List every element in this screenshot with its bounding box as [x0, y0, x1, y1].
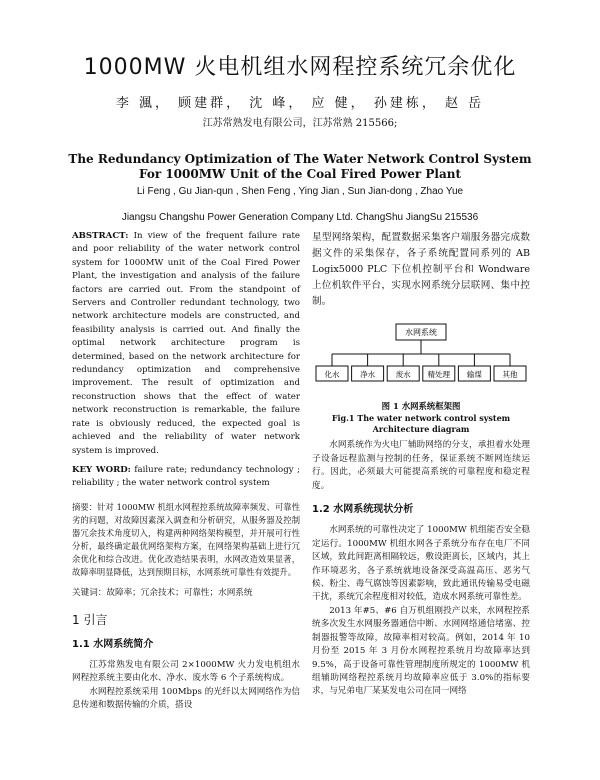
paper-title-en: The Redundancy Optimization of The Water Network Control System For 1000MW Unit of the Coal Fired Power Plant: [68, 152, 532, 181]
diagram-root-label: 水网系统: [405, 328, 437, 337]
diagram-child-label: 输煤: [466, 370, 482, 379]
keywords-cn: 关键词：故障率；冗余技术；可靠性；水网系统: [72, 587, 253, 598]
diagram-child-label: 净水: [360, 370, 376, 379]
keywords-en: [72, 464, 300, 491]
paragraph-right-1: 水网系统作为火电厂辅助网络的分支，承担着水处理子设备远程监测与控制的任务，保证系统不断网连续运行。因此，必须最大可能提高系统的可靠程度和稳定程度。: [312, 440, 530, 491]
paragraph-1-2b: 2013 年#5、#6 自万机组刚投产以来，水网程控系统多次发生水网服务器通信中断、水网网络通信堵塞、控制器报警等故障，故障率相对较高。例如，2014 年 10 月份至 2015 年 3 月份水网程控系统月均故障率达到 9.5%，高于设备可靠性管理制度所规定的 1000MW 机组辅助网络程控系统月均故障率应低于 3.0%的指标要求，与兄弟电厂某某发电公司在同一网络: [312, 605, 530, 697]
diagram-children: [316, 354, 526, 381]
authors-cn: 李 渢， 顾建群， 沈 峰， 应 健， 孙建栋， 赵 岳: [115, 96, 485, 111]
affiliation-cn: 江苏常熟发电有限公司，江苏常熟 215566;: [202, 118, 398, 129]
figure-1: [312, 320, 530, 398]
right-column: [312, 230, 530, 699]
paragraph-1-1a: 江苏常熟发电有限公司 2×1000MW 火力发电机组水网程控系统主要由化水、净水、废水等 6 个子系统构成。: [72, 659, 300, 684]
section-heading-1-1: 1.1 水网系统简介: [72, 638, 154, 650]
architecture-diagram: [312, 320, 530, 398]
figure-caption-en: Fig.1 The water network control system Architecture diagram: [331, 413, 511, 435]
affiliation-en: Jiangsu Changshu Power Generation Company Ltd. ChangShu JiangSu 215536: [121, 212, 479, 223]
diagram-child-label: 化水: [324, 370, 340, 379]
section-heading-1: 1 引言: [72, 613, 108, 628]
diagram-child-label: 精处理: [427, 370, 451, 379]
abstract-label: ABSTRACT:: [72, 231, 129, 241]
abstract-cn: 摘要：针对 1000MW 机组水网程控系统故障率频发、可靠性劣的问题，对故障因素深入调查和分析研究，从服务器及控制器冗余技术角度切入，构建两种网络架构模型，并开展可行性分析，最终确定最优网络架构方案，在网络架构基础上进行冗余优化和综合改进。优化改造结果表明，水网改造效果显著，故障率明显降低，达到预期目标，水网系统可靠性有效提升。: [72, 501, 300, 577]
diagram-child-label: 废水: [395, 370, 411, 379]
paragraph-1-2a: 水网系统的可靠性决定了 1000MW 机组能否安全稳定运行。1000MW 机组水网各子系统分布存在电厂不同区域，致此间距离相隔较远，敷设距离长，区域内，其上作环境恶劣，各子系统就地设备深受高温高压、恶劣气候、粉尘、毒气腐蚀等因素影响，致此通讯传输易受电磁干扰，系统冗余程度相对较低，造成水网系统可靠性差。: [312, 525, 530, 603]
left-column: [72, 230, 300, 713]
section-heading-1-2: 1.2 水网系统现状分析: [312, 504, 414, 516]
figure-caption-cn: 图 1 水网系统框架图: [381, 401, 461, 411]
abstract-text: In view of the frequent failure rate and poor reliability of the water network control system for 1000MW unit of the Coal Fired Power Plant, the investigation and analysis of the failure factors are carried out. From the standpoint of Servers and Controller redundant technology, two network architecture models are constructed, and feasibility analysis is carried out. And finally the optimal network architecture program is determined, based on the network architecture for redundancy optimization and comprehensive improvement. The result of optimization and reconstruction shows that the effect of water network reconstruction is remarkable, the failure rate is obviously reduced, the expected goal is achieved and the reliability of water network system is improved.: [72, 231, 300, 456]
authors-en: Li Feng , Gu Jian-qun , Shen Feng , Ying Jian , Sun Jian-dong , Zhao Yue: [136, 186, 464, 197]
abstract-en: [72, 230, 300, 458]
paragraph-1-1b: 水网程控系统采用 100Mbps 的光纤以太网网络作为信息传递和数据传输的介质，搭设: [72, 686, 300, 711]
paper-title: 1000MW 火电机组水网程控系统冗余优化: [83, 55, 517, 80]
keyword-label: KEY WORD:: [72, 464, 131, 475]
diagram-child-label: 其他: [502, 370, 518, 379]
paragraph-continued: 星型网络架构，配置数据采集客户端服务器完成数据文件的采集保存，各子系统配置同系列的 AB Logix5000 PLC 下位机控制平台和 Wondware 上位机软件平台，实现水网系统分层联网、集中控制。: [312, 232, 530, 307]
keyword-text: failure rate; redundancy technology ; reliability ; the water network control system: [72, 464, 301, 489]
